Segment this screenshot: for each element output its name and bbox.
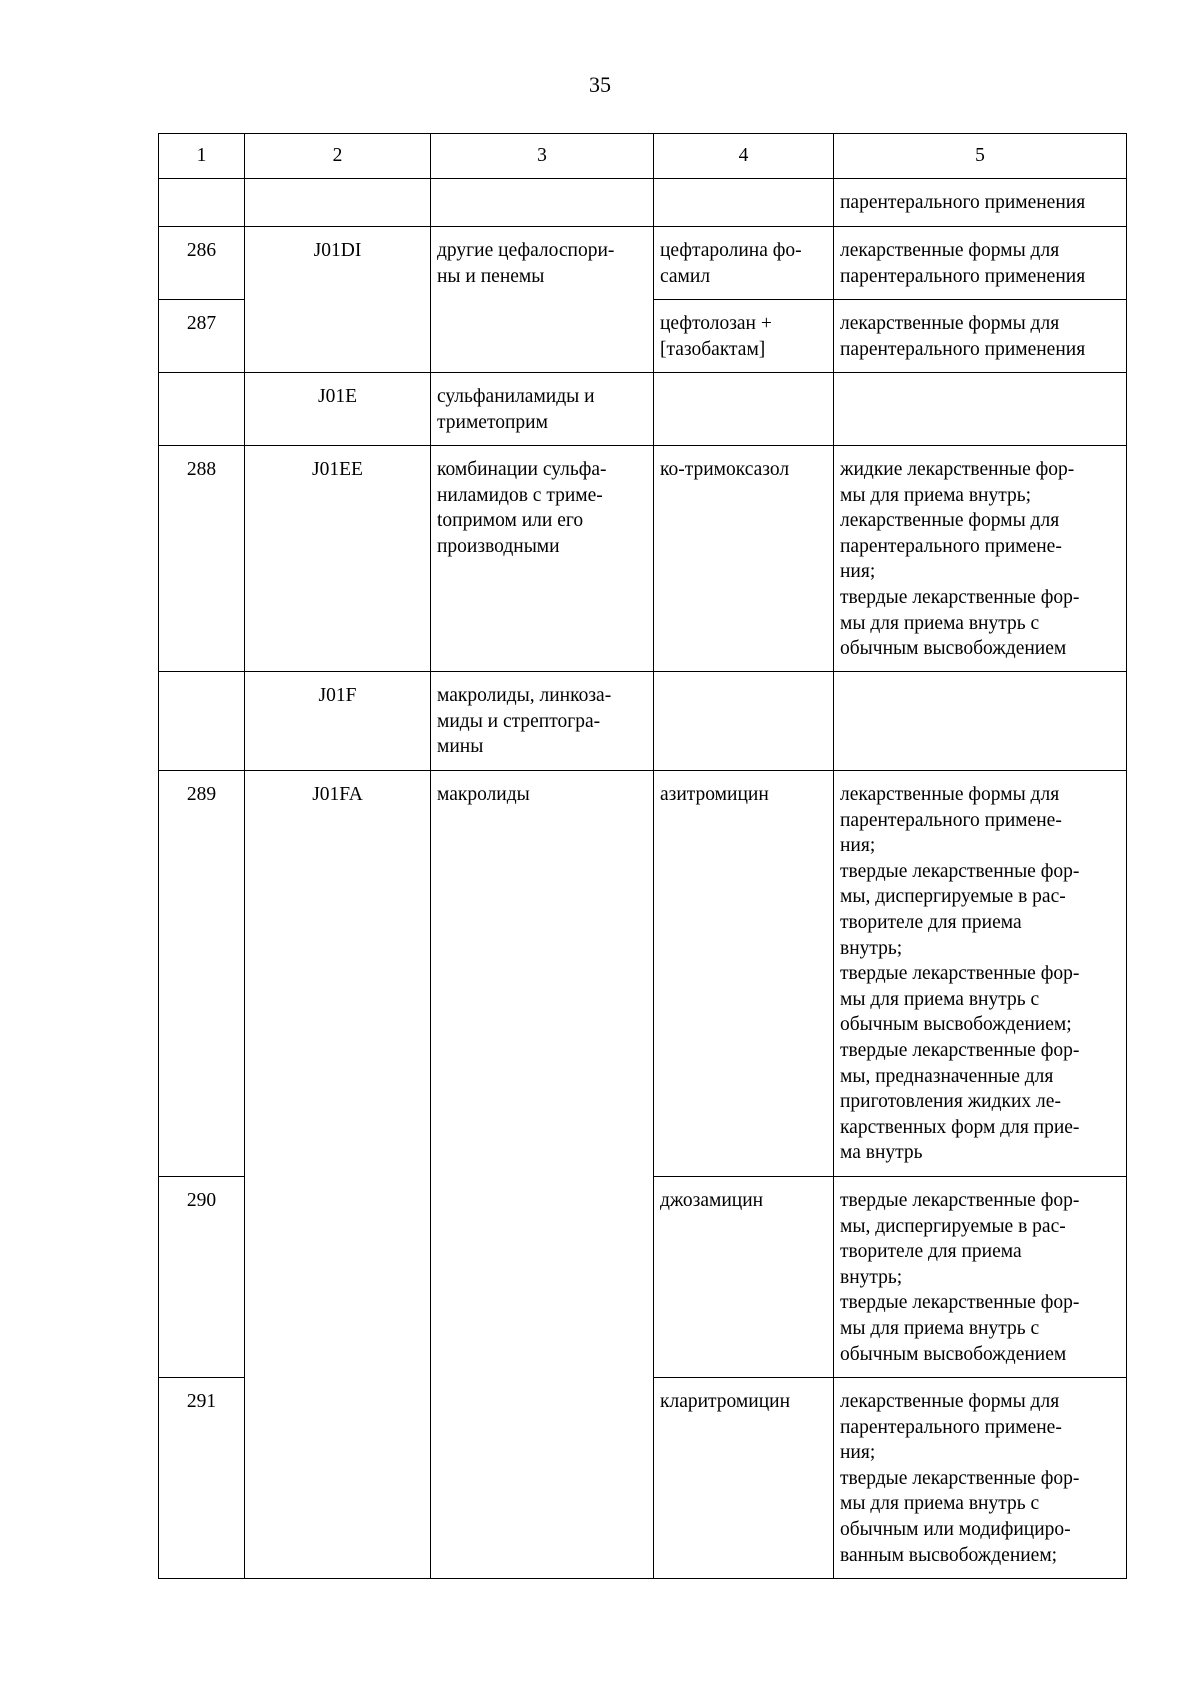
atc-code-cell [245,179,431,227]
atc-code-cell: J01DI [245,227,431,373]
dosage-form-cell: твердые лекарственные фор- мы, диспергируемые в рас- творителе для приема внутрь; твердые лекарственные фор- мы для приема внутрь с обычным высвобождением [834,1177,1127,1378]
dosage-form-cell [834,672,1127,771]
table-row [159,373,1127,446]
table-row [159,179,1127,227]
dosage-form-cell: лекарственные формы для парентерального применения [834,300,1127,373]
group-name-cell [431,179,654,227]
header-cell-5: 5 [834,134,1127,179]
drug-name-cell: ко-тримоксазол [654,446,834,672]
header-row [159,134,1127,179]
header-cell-1: 1 [159,134,245,179]
header-cell-4: 4 [654,134,834,179]
row-number-cell: 286 [159,227,245,300]
drug-name-cell [654,179,834,227]
dosage-form-cell [834,373,1127,446]
group-name-cell: другие цефалоспори- ны и пенемы [431,227,654,373]
group-name-cell: макролиды, линкоза- миды и стрептогра- мины [431,672,654,771]
drug-table [158,133,1127,1579]
drug-name-cell: азитромицин [654,771,834,1177]
table-row [159,446,1127,672]
row-number-cell: 287 [159,300,245,373]
row-number-cell: 291 [159,1378,245,1579]
row-number-cell [159,373,245,446]
table-row [159,771,1127,1177]
drug-name-cell: цефтолозан + [тазобактам] [654,300,834,373]
atc-code-cell: J01E [245,373,431,446]
drug-name-cell: джозамицин [654,1177,834,1378]
row-number-cell [159,179,245,227]
drug-name-cell [654,373,834,446]
dosage-form-cell: жидкие лекарственные фор- мы для приема внутрь; лекарственные формы для парентерального примене- ния; твердые лекарственные фор- мы для приема внутрь с обычным высвобождением [834,446,1127,672]
dosage-form-cell: парентерального применения [834,179,1127,227]
drug-name-cell: кларитромицин [654,1378,834,1579]
row-number-cell: 290 [159,1177,245,1378]
row-number-cell: 289 [159,771,245,1177]
group-name-cell: комбинации сульфа- ниламидов с триме- tопримом или его производными [431,446,654,672]
header-cell-2: 2 [245,134,431,179]
row-number-cell [159,672,245,771]
header-cell-3: 3 [431,134,654,179]
row-number-cell: 288 [159,446,245,672]
atc-code-cell: J01EE [245,446,431,672]
table-row [159,672,1127,771]
drug-name-cell [654,672,834,771]
dosage-form-cell: лекарственные формы для парентерального примене- ния; твердые лекарственные фор- мы для приема внутрь с обычным или модифициро- ванным высвобождением; [834,1378,1127,1579]
dosage-form-cell: лекарственные формы для парентерального примене- ния; твердые лекарственные фор- мы, диспергируемые в рас- творителе для приема внутрь; твердые лекарственные фор- мы для приема внутрь с обычным высвобождением; твердые лекарственные фор- мы, предназначенные для приготовления жидких ле- карственных форм для прие- ма внутрь [834,771,1127,1177]
page-number: 35 [589,72,611,97]
atc-code-cell: J01FA [245,771,431,1579]
dosage-form-cell: лекарственные формы для парентерального применения [834,227,1127,300]
table-row [159,227,1127,300]
atc-code-cell: J01F [245,672,431,771]
group-name-cell: сульфаниламиды и триметоприм [431,373,654,446]
drug-name-cell: цефтаролина фо- самил [654,227,834,300]
group-name-cell: макролиды [431,771,654,1579]
